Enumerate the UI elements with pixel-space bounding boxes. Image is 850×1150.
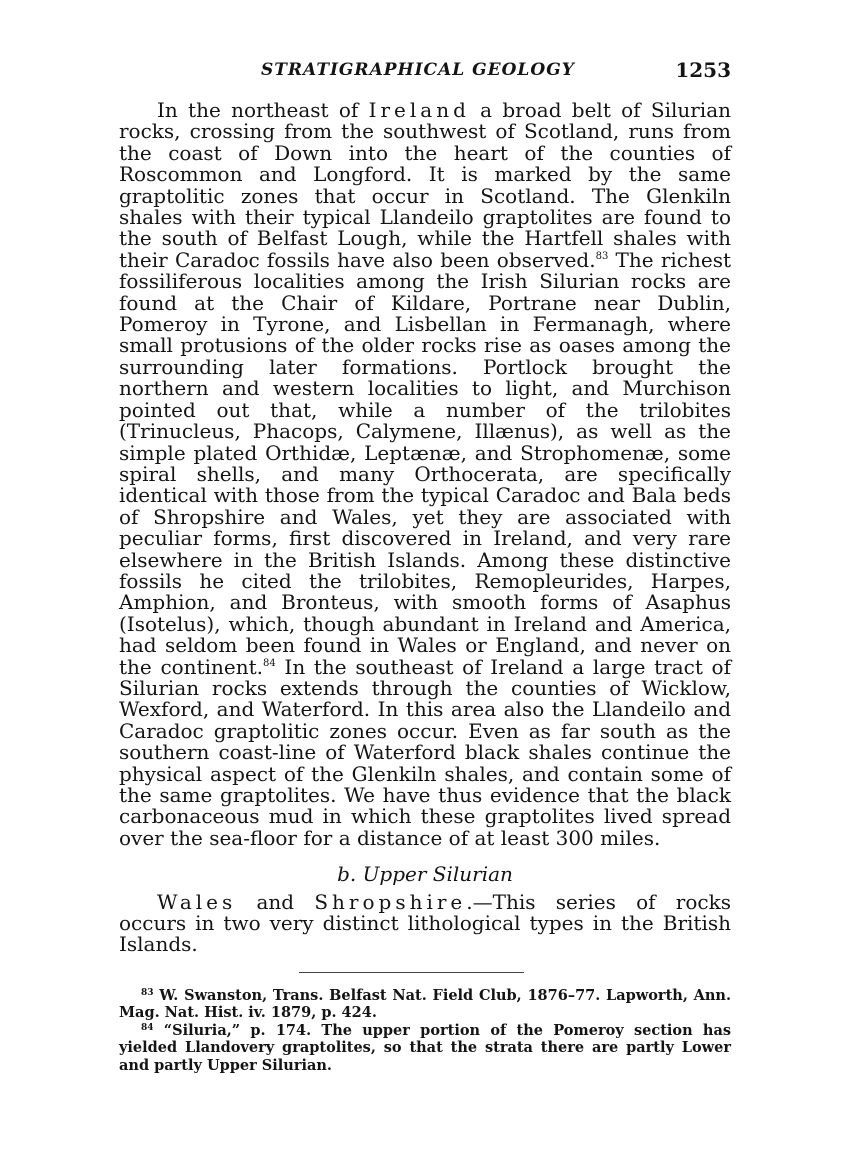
page-number: 1253 [675, 58, 731, 82]
running-head [119, 58, 731, 88]
spaced-word-ireland: Ireland [368, 98, 470, 122]
body-text [119, 100, 731, 956]
paragraph-ireland [119, 100, 731, 849]
footnote-ref-84: 84 [263, 657, 276, 669]
paragraph-text: In the northeast of [157, 98, 369, 122]
footnote-number: 83 [141, 987, 154, 998]
footnote-text: “Siluria,” p. 174. The upper portion of the Pomeroy section has yielded Llandovery graptolites, so that the strata there are partly Lower and partly Upper Silurian. [119, 1021, 731, 1074]
paragraph-text: a broad belt of Silurian rocks, crossing from the southwest of Scotland, runs from the coast of Down into the heart of the counties of Roscommon and Longford. It is marked by the same graptolitic zones that occur in Scotland. The Glenkiln shales with their typical Llandeilo graptolites are found to the south of Belfast Lough, while the Hartfell shales with their Caradoc fossils have also been observed. [119, 98, 732, 272]
paragraph-wales-shropshire [119, 889, 731, 957]
paragraph-text: .—This series of rocks occurs in two very distinct lithological types in the British Islands. [119, 889, 731, 957]
footnotes [119, 987, 731, 1075]
paragraph-text: The richest fossiliferous localities among the Irish Silurian rocks are found at the Chair of Kildare, Portrane near Dublin, Pomeroy in Tyrone, and Lisbellan in Fermanagh, where small protusions of the older rocks rise as oases among the surrounding later formations. Portlock brought the northern and western localities to light, and Murchison pointed out that, while a number of the trilobites (Trinucleus, Phacops, Calymene, Illænus), as well as the simple plated Orthidæ, Leptænæ, and Strophomenæ, some spiral shells, and many Orthocerata, are specifically identical with those from the typical Caradoc and Bala beds of Shropshire and Wales, yet they are associated with peculiar forms, first discovered in Ireland, and very rare elsewhere in the British Islands. Among these distinctive fossils he cited the trilobites, Remopleurides, Harpes, Amphion, and Bronteus, with smooth forms of Asaphus (Isotelus), which, though abundant in Ireland and America, had seldom been found in Wales or England, and never on the continent. [119, 247, 731, 679]
running-title: STRATIGRAPHICAL GEOLOGY [261, 60, 575, 80]
footnote-ref-83: 83 [595, 250, 609, 262]
footnote [119, 987, 731, 1022]
footnote-text: W. Swanston, Trans. Belfast Nat. Field Club, 1876–77. Lapworth, Ann. Mag. Nat. Hist. iv. 1879, p. 424. [119, 986, 731, 1022]
spaced-word-shropshire: Shropshire [314, 889, 467, 914]
footnote-divider [299, 972, 524, 973]
section-heading: b. Upper Silurian [337, 862, 513, 887]
footnote-number: 84 [141, 1022, 154, 1033]
spaced-word-wales: Wales [157, 889, 237, 914]
footnote [119, 1022, 731, 1075]
paragraph-text: In the southeast of Ireland a large tract of Silurian rocks extends through the counties of Wicklow, Wexford, and Waterford. In this area also the Llandeilo and Caradoc graptolitic zones occur. Even as far south as the southern coast-line of Waterford black shales continue the physical aspect of the Glenkiln shales, and contain some of the same graptolites. We have thus evidence that the black carbonaceous mud in which these graptolites lived spread over the sea-floor for a distance of at least 300 miles. [119, 654, 731, 850]
book-page [119, 58, 731, 1074]
paragraph-text: and [236, 889, 315, 914]
